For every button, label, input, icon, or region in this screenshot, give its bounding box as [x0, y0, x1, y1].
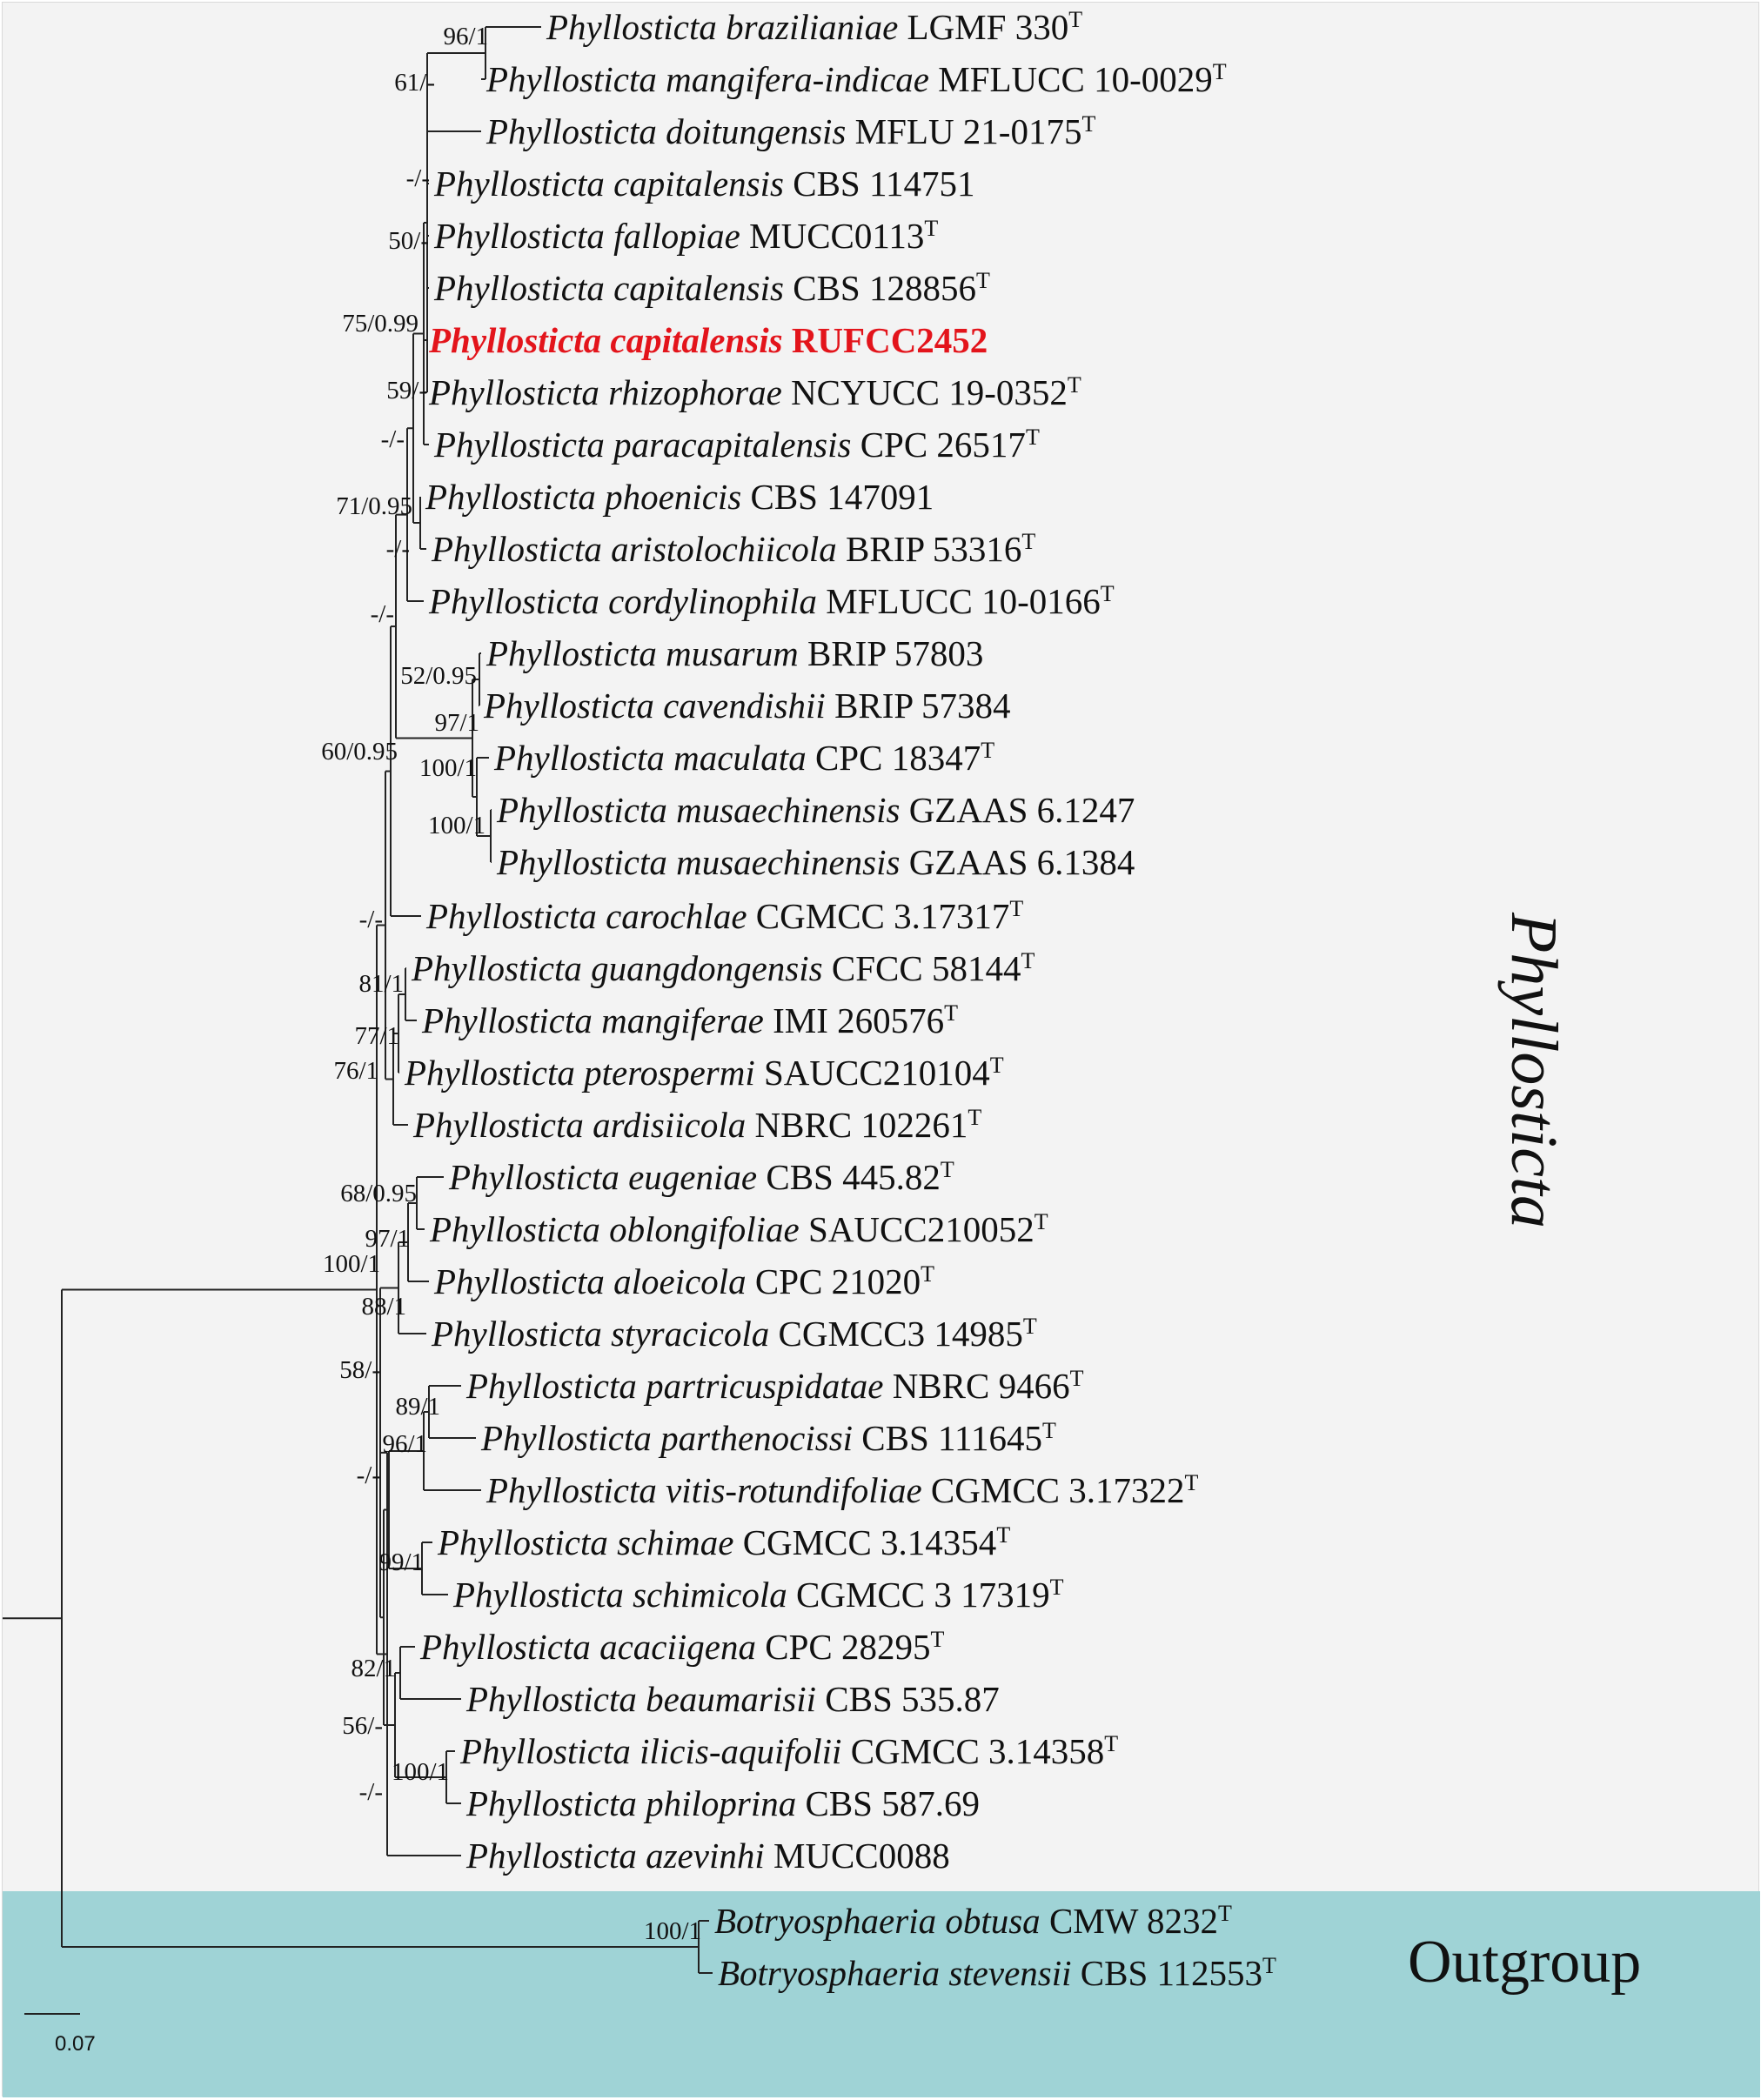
taxon-species-name: Phyllosticta mangifera-indicae — [486, 59, 929, 99]
taxon-strain: CMW 8232 — [1040, 1901, 1218, 1941]
taxon-strain: CBS 587.69 — [796, 1783, 980, 1823]
taxon-label — [419, 1627, 944, 1667]
taxon-label — [485, 111, 1095, 151]
type-strain-marker: T — [1025, 425, 1040, 450]
taxon-species-name: Phyllosticta schimicola — [453, 1575, 787, 1615]
support-value: 100/1 — [418, 754, 477, 782]
taxon-strain: CBS 112553 — [1071, 1953, 1263, 1993]
taxon-strain: CFCC 58144 — [822, 948, 1021, 988]
taxon-label — [433, 1261, 934, 1301]
support-value: 50/- — [388, 227, 429, 255]
taxon-label — [431, 1314, 1037, 1354]
taxon-label — [546, 7, 1082, 47]
taxon-strain: CBS 445.82 — [757, 1157, 941, 1197]
type-strain-marker: T — [1081, 111, 1096, 137]
taxon-species-name: Phyllosticta capitalensis — [429, 320, 783, 360]
taxon-label — [428, 581, 1115, 621]
taxon-strain: SAUCC210052 — [799, 1209, 1035, 1249]
taxon-species-name: Phyllosticta philoprina — [466, 1783, 797, 1823]
support-value: -/- — [358, 906, 383, 933]
support-value: -/- — [405, 164, 430, 192]
taxon-label — [465, 1836, 950, 1876]
type-strain-marker: T — [975, 268, 990, 293]
taxon-species-name: Phyllosticta parthenocissi — [481, 1418, 854, 1458]
taxon-label — [496, 790, 1135, 830]
scale-bar — [24, 2013, 80, 2015]
support-value: 97/1 — [434, 709, 479, 737]
type-strain-marker: T — [981, 738, 995, 763]
taxon-label — [493, 738, 994, 778]
support-value: 88/1 — [361, 1293, 406, 1321]
taxon-label — [448, 1157, 954, 1197]
taxon-strain: CGMCC 3.14358 — [841, 1731, 1105, 1771]
taxon-label-highlighted — [428, 320, 988, 360]
taxon-species-name: Phyllosticta capitalensis — [434, 164, 784, 204]
taxon-species-name: Phyllosticta maculata — [494, 738, 807, 778]
taxon-strain: CBS 114751 — [783, 164, 975, 204]
clade-label-outgroup: Outgroup — [1408, 1929, 1642, 1996]
taxon-label — [459, 1731, 1118, 1771]
support-value: 99/1 — [378, 1548, 424, 1576]
taxon-strain: CBS 535.87 — [816, 1679, 1000, 1719]
support-value: 82/1 — [351, 1655, 396, 1682]
taxon-species-name: Phyllosticta musaechinensis — [497, 790, 901, 830]
taxon-strain: IMI 260576 — [763, 1000, 945, 1040]
taxon-species-name: Phyllosticta pterospermi — [405, 1053, 755, 1093]
scale-bar-label: 0.07 — [55, 2032, 96, 2056]
taxon-strain: BRIP 57384 — [825, 686, 1011, 726]
taxon-species-name: Phyllosticta capitalensis — [434, 268, 784, 308]
type-strain-marker: T — [1034, 1209, 1048, 1234]
taxon-label — [452, 1575, 1064, 1615]
type-strain-marker: T — [968, 1105, 982, 1130]
taxon-species-name: Phyllosticta mangiferae — [422, 1000, 764, 1040]
taxon-species-name: Phyllosticta cavendishii — [484, 686, 826, 726]
taxon-species-name: Phyllosticta doitungensis — [486, 111, 847, 151]
taxon-species-name: Phyllosticta ilicis-aquifolii — [460, 1731, 842, 1771]
taxon-species-name: Botryosphaeria stevensii — [718, 1953, 1072, 1993]
taxon-strain: NBRC 102261 — [746, 1105, 968, 1145]
taxon-label — [465, 1366, 1084, 1406]
taxon-label — [465, 1783, 980, 1823]
taxon-species-name: Phyllosticta brazilianiae — [546, 7, 899, 47]
taxon-strain: CGMCC 3.14354 — [733, 1522, 997, 1562]
taxon-strain: CBS 111645 — [853, 1418, 1042, 1458]
support-value: 96/1 — [443, 23, 488, 50]
taxon-label — [421, 1000, 958, 1040]
type-strain-marker: T — [921, 1261, 935, 1287]
taxon-strain: GZAAS 6.1384 — [900, 842, 1135, 882]
support-value: -/- — [370, 600, 394, 628]
taxon-species-name: Phyllosticta ardisiicola — [413, 1105, 747, 1145]
support-value: 97/1 — [365, 1225, 410, 1253]
support-value: 61/- — [394, 69, 435, 97]
taxon-species-name: Phyllosticta styracicola — [432, 1314, 770, 1354]
support-value: 96/1 — [382, 1430, 427, 1458]
taxon-label — [429, 1209, 1048, 1249]
taxon-strain: MUCC0088 — [764, 1836, 950, 1876]
taxon-label — [412, 1105, 981, 1145]
taxon-label — [433, 425, 1040, 465]
taxon-species-name: Phyllosticta carochlae — [426, 896, 747, 936]
support-value: 100/1 — [391, 1758, 449, 1786]
taxon-species-name: Phyllosticta oblongifoliae — [430, 1209, 800, 1249]
taxon-label — [425, 477, 934, 517]
taxon-label — [433, 164, 974, 204]
taxon-label — [433, 268, 990, 308]
support-value: 52/0.95 — [400, 662, 477, 690]
support-value: 60/0.95 — [321, 738, 398, 766]
taxon-label — [425, 896, 1023, 936]
taxon-species-name: Phyllosticta cordylinophila — [429, 581, 817, 621]
taxon-strain: SAUCC210104 — [754, 1053, 990, 1093]
clade-label-phyllosticta: Phyllosticta — [1497, 913, 1570, 1229]
taxon-strain: CBS 147091 — [741, 477, 934, 517]
support-value: 76/1 — [333, 1057, 378, 1085]
taxon-label — [465, 1679, 1000, 1719]
taxon-strain: CBS 128856 — [783, 268, 976, 308]
support-value: 100/1 — [427, 812, 485, 839]
type-strain-marker: T — [924, 216, 939, 241]
taxon-strain: RUFCC2452 — [782, 320, 988, 360]
taxon-strain: BRIP 57803 — [798, 633, 984, 673]
support-value: 81/1 — [358, 970, 404, 998]
type-strain-marker: T — [1184, 1470, 1199, 1495]
taxon-species-name: Phyllosticta musarum — [486, 633, 799, 673]
taxon-species-name: Phyllosticta schimae — [438, 1522, 734, 1562]
taxon-strain: NBRC 9466 — [883, 1366, 1070, 1406]
type-strain-marker: T — [1262, 1953, 1276, 1978]
type-strain-marker: T — [1021, 948, 1035, 973]
taxon-label — [428, 372, 1081, 412]
taxon-strain: MFLU 21-0175 — [846, 111, 1082, 151]
taxon-species-name: Botryosphaeria obtusa — [714, 1901, 1041, 1941]
taxon-species-name: Phyllosticta aloeicola — [434, 1261, 747, 1301]
support-value: 75/0.99 — [342, 310, 418, 338]
type-strain-marker: T — [1022, 1314, 1037, 1339]
support-value: 59/- — [386, 377, 427, 405]
type-strain-marker: T — [1212, 59, 1227, 84]
type-strain-marker: T — [1009, 896, 1024, 921]
taxon-species-name: Phyllosticta guangdongensis — [412, 948, 823, 988]
type-strain-marker: T — [1069, 1366, 1084, 1391]
taxon-strain: CGMCC 3 17319 — [787, 1575, 1050, 1615]
type-strain-marker: T — [1104, 1731, 1119, 1756]
support-value: 89/1 — [395, 1393, 440, 1421]
taxon-label — [714, 1901, 1232, 1941]
taxon-label — [437, 1522, 1010, 1562]
taxon-labels — [404, 7, 1276, 1993]
taxon-strain: GZAAS 6.1247 — [900, 790, 1135, 830]
tree-figure — [2, 2, 1759, 2097]
taxon-strain: CPC 26517 — [851, 425, 1026, 465]
taxon-species-name: Phyllosticta acaciigena — [420, 1627, 756, 1667]
taxon-label — [496, 842, 1135, 882]
taxon-species-name: Phyllosticta azevinhi — [466, 1836, 765, 1876]
support-value: 56/- — [342, 1712, 383, 1740]
taxon-species-name: Phyllosticta eugeniae — [449, 1157, 758, 1197]
type-strain-marker: T — [1100, 581, 1115, 606]
type-strain-marker: T — [1067, 372, 1081, 398]
support-value: -/- — [380, 425, 405, 453]
taxon-strain: BRIP 53316 — [836, 529, 1022, 569]
taxon-species-name: Phyllosticta fallopiae — [434, 216, 740, 256]
taxon-strain: MFLUCC 10-0166 — [817, 581, 1101, 621]
type-strain-marker: T — [1217, 1901, 1232, 1926]
type-strain-marker: T — [930, 1627, 945, 1652]
taxon-label — [485, 633, 983, 673]
taxon-species-name: Phyllosticta rhizophorae — [429, 372, 782, 412]
taxon-strain: MUCC0113 — [740, 216, 925, 256]
taxon-strain: CPC 18347 — [806, 738, 981, 778]
taxon-strain: CGMCC 3.17317 — [747, 896, 1010, 936]
taxon-label — [485, 59, 1227, 99]
support-value: -/- — [385, 535, 410, 563]
type-strain-marker: T — [1049, 1575, 1064, 1600]
taxon-label — [718, 1953, 1276, 1993]
taxon-species-name: Phyllosticta musaechinensis — [497, 842, 901, 882]
taxon-species-name: Phyllosticta beaumarisii — [466, 1679, 816, 1719]
support-value: 71/0.95 — [336, 492, 412, 520]
taxon-label — [411, 948, 1035, 988]
taxon-label — [485, 1470, 1199, 1510]
type-strain-marker: T — [944, 1000, 958, 1026]
support-value: 58/- — [339, 1356, 380, 1384]
taxon-label — [483, 686, 1010, 726]
taxon-strain: CPC 21020 — [746, 1261, 921, 1301]
support-value: -/- — [358, 1778, 383, 1806]
taxon-strain: CGMCC 3.17322 — [921, 1470, 1185, 1510]
type-strain-marker: T — [940, 1157, 954, 1182]
taxon-label — [433, 216, 938, 256]
taxon-species-name: Phyllosticta vitis-rotundifoliae — [486, 1470, 922, 1510]
type-strain-marker: T — [989, 1053, 1004, 1078]
taxon-strain: LGMF 330 — [898, 7, 1069, 47]
type-strain-marker: T — [1068, 7, 1083, 32]
taxon-species-name: Phyllosticta aristolochiicola — [432, 529, 837, 569]
taxon-species-name: Phyllosticta paracapitalensis — [434, 425, 852, 465]
taxon-strain: NCYUCC 19-0352 — [781, 372, 1068, 412]
support-value: 100/1 — [643, 1917, 701, 1945]
taxon-label — [404, 1053, 1004, 1093]
taxon-strain: CGMCC3 14985 — [769, 1314, 1023, 1354]
taxon-species-name: Phyllosticta partricuspidatae — [466, 1366, 884, 1406]
type-strain-marker: T — [996, 1522, 1011, 1548]
taxon-species-name: Phyllosticta phoenicis — [425, 477, 742, 517]
support-value: 77/1 — [354, 1022, 399, 1050]
taxon-label — [480, 1418, 1056, 1458]
taxon-strain: MFLUCC 10-0029 — [928, 59, 1213, 99]
support-value: 100/1 — [322, 1250, 380, 1278]
support-value: 68/0.95 — [340, 1180, 417, 1207]
taxon-strain: CPC 28295 — [755, 1627, 931, 1667]
type-strain-marker: T — [1042, 1418, 1056, 1443]
support-value: -/- — [356, 1461, 380, 1489]
taxon-label — [431, 529, 1035, 569]
type-strain-marker: T — [1021, 529, 1036, 554]
